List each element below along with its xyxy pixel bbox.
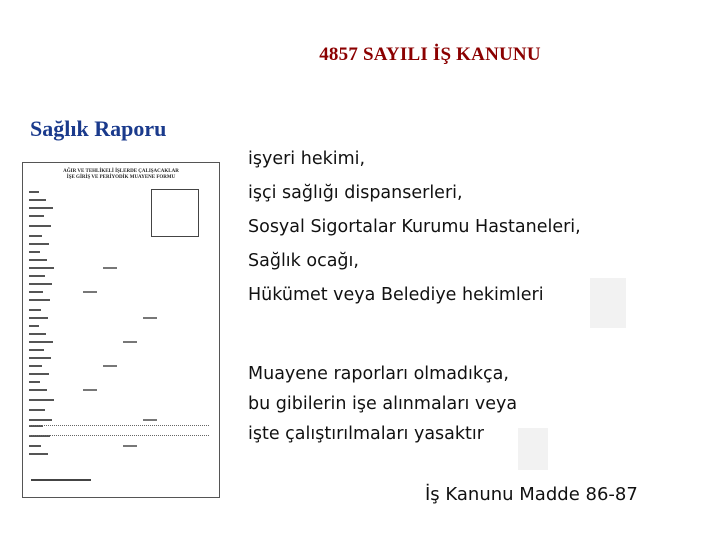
form-field-label: [29, 373, 49, 375]
form-field-label: [29, 243, 49, 245]
form-field-label: [123, 445, 137, 447]
form-field-label: [29, 235, 42, 237]
list-item: işçi sağlığı dispanserleri,: [248, 183, 463, 203]
form-field-label: [29, 191, 39, 193]
form-field-label: [83, 389, 97, 391]
decorative-shade: [590, 278, 626, 328]
form-field-label: [103, 365, 117, 367]
photo-box: [151, 189, 199, 237]
list-item: Sosyal Sigortalar Kurumu Hastaneleri,: [248, 217, 581, 237]
form-field-label: [103, 267, 117, 269]
form-field-label: [29, 215, 44, 217]
form-field-label: [83, 291, 97, 293]
form-field-label: [29, 251, 40, 253]
section-title: Sağlık Raporu: [30, 116, 167, 141]
form-field-label: [29, 333, 46, 335]
form-field-label: [29, 267, 54, 269]
form-field-label: [29, 453, 48, 455]
form-field-label: [29, 381, 40, 383]
law-reference: İş Kanunu Madde 86-87: [425, 484, 638, 505]
form-dotted-line: [29, 435, 209, 437]
form-dotted-line: [29, 425, 209, 427]
form-field-label: [29, 309, 41, 311]
rule-paragraph: [248, 360, 517, 450]
list-item: işyeri hekimi,: [248, 149, 366, 169]
paragraph-line: Muayene raporları olmadıkça,: [248, 364, 509, 384]
form-field-label: [29, 199, 46, 201]
form-field-label: [29, 283, 52, 285]
list-item: Sağlık ocağı,: [248, 251, 359, 271]
form-field-label: [143, 317, 157, 319]
health-report-form-image: [22, 162, 220, 498]
form-field-label: [29, 325, 39, 327]
decorative-shade: [518, 428, 548, 470]
form-field-label: [29, 291, 43, 293]
paragraph-line: işte çalıştırılmaları yasaktır: [248, 424, 484, 444]
form-field-label: [29, 299, 50, 301]
form-field-label: [29, 207, 53, 209]
form-field-label: [29, 225, 51, 227]
form-field-label: [29, 389, 47, 391]
form-field-label: [29, 275, 45, 277]
authorized-list: [248, 144, 581, 314]
form-field-label: [29, 349, 44, 351]
form-field-label: [29, 341, 53, 343]
form-field-label: [29, 409, 45, 411]
form-heading: AĞIR VE TEHLİKELİ İŞLERDE ÇALIŞACAKLAR İŞE GİRİŞ VE PERİYODİK MUAYENE FORMU: [63, 169, 179, 180]
form-field-label: [29, 365, 42, 367]
form-field-label: [29, 259, 47, 261]
form-footer-mark: [31, 479, 91, 481]
form-field-label: [29, 445, 41, 447]
form-field-label: [29, 399, 54, 401]
form-field-label: [143, 419, 157, 421]
form-field-label: [123, 341, 137, 343]
list-item: Hükümet veya Belediye hekimleri: [248, 285, 544, 305]
form-field-label: [29, 357, 51, 359]
form-field-label: [29, 419, 52, 421]
paragraph-line: bu gibilerin işe alınmaları veya: [248, 394, 518, 414]
form-field-label: [29, 317, 48, 319]
page-title: 4857 SAYILI İŞ KANUNU: [319, 44, 541, 65]
